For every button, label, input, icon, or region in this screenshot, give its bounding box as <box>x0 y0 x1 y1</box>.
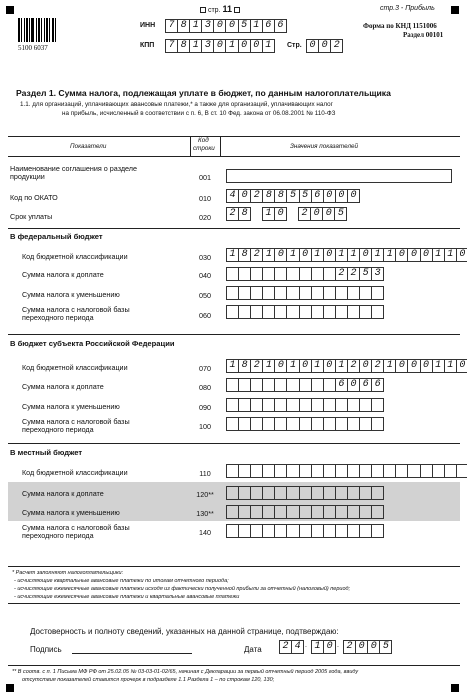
digit-cell[interactable]: 1 <box>444 248 457 262</box>
digit-cell[interactable]: 0 <box>323 359 336 373</box>
digit-cell[interactable]: 0 <box>225 19 238 33</box>
digit-cell[interactable]: 5 <box>359 267 372 281</box>
digit-cell[interactable]: 0 <box>456 359 467 373</box>
row-040-label: Сумма налога к доплате <box>22 270 104 279</box>
local-tax-payable-field[interactable] <box>226 486 383 500</box>
digit-cell[interactable]: 4 <box>226 189 239 203</box>
digit-cell[interactable]: 8 <box>274 189 287 203</box>
signature-label: Подпись <box>30 645 62 654</box>
local-transition-field[interactable] <box>226 524 383 538</box>
digit-cell[interactable]: 1 <box>432 248 445 262</box>
federal-title: В федеральный бюджет <box>10 232 103 241</box>
digit-cell[interactable]: 0 <box>395 248 408 262</box>
row-060-label-1: Сумма налога с налоговой базы <box>22 305 130 314</box>
local-tax-decrease-field[interactable] <box>226 505 383 519</box>
digit-cell[interactable]: 1 <box>262 39 275 53</box>
section-code: Раздел 00101 <box>403 31 444 39</box>
regional-tax-payable-field[interactable] <box>226 378 383 392</box>
digit-cell[interactable]: 0 <box>420 248 433 262</box>
digit-cell[interactable]: 0 <box>274 207 287 221</box>
regional-title: В бюджет субъекта Российской Федерации <box>10 339 175 348</box>
row-050-label: Сумма налога к уменьшению <box>22 290 120 299</box>
digit-cell[interactable]: 0 <box>213 39 226 53</box>
digit-cell[interactable]: 0 <box>323 189 336 203</box>
row-120-code: 120** <box>196 490 214 499</box>
digit-cell[interactable]: 5 <box>299 189 312 203</box>
digit-cell[interactable]: 5 <box>238 19 251 33</box>
corner-marker-tl <box>6 6 14 14</box>
digit-cell[interactable]: 8 <box>262 189 275 203</box>
row-080-label: Сумма налога к доплате <box>22 382 104 391</box>
digit-cell[interactable] <box>456 464 467 478</box>
kpp-label: КПП <box>140 42 155 49</box>
digit-cell[interactable]: 2 <box>250 189 263 203</box>
digit-cell[interactable]: 0 <box>318 39 331 53</box>
confirm-text: Достоверность и полноту сведений, указанных на данной странице, подтверждаю: <box>30 627 339 636</box>
digit-cell[interactable]: 1 <box>225 39 238 53</box>
footnote-2: отсутствия показателей ставится прочерк в подразделе 1.1 Раздела 1 – по строкам 120, 130; <box>22 677 275 683</box>
digit-cell[interactable]: 8 <box>238 359 251 373</box>
digit-cell[interactable]: 3 <box>201 39 214 53</box>
digit-cell[interactable] <box>371 286 384 300</box>
corner-marker-tr <box>451 6 459 14</box>
sign-year-field[interactable] <box>343 640 391 654</box>
federal-tax-payable-field[interactable] <box>226 267 383 281</box>
digit-cell[interactable]: 6 <box>371 378 384 392</box>
kpp-field[interactable] <box>165 39 274 53</box>
row-110-code: 110 <box>199 469 211 478</box>
local-title: В местный бюджет <box>10 448 83 457</box>
digit-cell[interactable]: 1 <box>311 359 324 373</box>
corner-marker-br <box>451 684 459 692</box>
row-030-label: Код бюджетной классификации <box>22 252 128 261</box>
digit-cell[interactable]: 0 <box>238 39 251 53</box>
row-140-label-2: переходного периода <box>22 531 94 540</box>
digit-cell[interactable]: 3 <box>201 19 214 33</box>
row-110-label: Код бюджетной классификации <box>22 468 128 477</box>
date-label: Дата <box>244 645 262 654</box>
row-090-code: 090 <box>199 403 211 412</box>
digit-cell[interactable]: 6 <box>274 19 287 33</box>
digit-cell[interactable]: 1 <box>189 19 202 33</box>
checkbox-icon <box>234 7 240 13</box>
digit-cell[interactable]: 1 <box>335 359 348 373</box>
digit-cell[interactable]: 2 <box>371 359 384 373</box>
digit-cell[interactable]: 0 <box>306 39 319 53</box>
row-030-code: 030 <box>199 253 211 262</box>
row-100-label-2: переходного периода <box>22 425 94 434</box>
digit-cell[interactable]: 1 <box>371 248 384 262</box>
digit-cell[interactable]: 0 <box>323 248 336 262</box>
row-140-label-1: Сумма налога с налоговой базы <box>22 523 130 532</box>
digit-cell[interactable]: 1 <box>262 207 275 221</box>
digit-cell[interactable]: 1 <box>286 248 299 262</box>
row-001-field[interactable] <box>226 169 452 183</box>
section-subtitle-2: на прибыль, исчисленный в соответствии с п. 6, В ст. 10 Фед. закона от 06.08.2001 № 110-ФЗ <box>62 110 336 117</box>
digit-cell[interactable]: 0 <box>213 19 226 33</box>
row-120-label: Сумма налога к доплате <box>22 489 104 498</box>
digit-cell[interactable]: 6 <box>311 189 324 203</box>
digit-cell[interactable]: 0 <box>347 189 360 203</box>
digit-cell[interactable]: 0 <box>299 248 312 262</box>
digit-cell[interactable]: 1 <box>189 39 202 53</box>
row-130-label: Сумма налога к уменьшению <box>22 508 120 517</box>
row-001-code: 001 <box>199 173 211 182</box>
row-060-code: 060 <box>199 311 211 320</box>
digit-cell[interactable]: 0 <box>359 248 372 262</box>
digit-cell[interactable] <box>371 486 384 500</box>
page-number: стр. 11 <box>200 4 240 14</box>
row-140-code: 140 <box>199 528 211 537</box>
kbk-local-field[interactable] <box>226 464 467 478</box>
inn-label: ИНН <box>140 22 156 29</box>
digit-cell[interactable]: 0 <box>274 248 287 262</box>
checkbox-icon <box>200 7 206 13</box>
row-090-label: Сумма налога к уменьшению <box>22 402 120 411</box>
digit-cell[interactable]: 1 <box>262 359 275 373</box>
row-020-label: Срок уплаты <box>10 212 53 221</box>
digit-cell[interactable]: 0 <box>367 640 380 654</box>
str-label: Стр. <box>287 42 302 49</box>
row-020-code: 020 <box>199 213 211 222</box>
inn-field[interactable] <box>165 19 286 33</box>
digit-cell[interactable] <box>371 505 384 519</box>
digit-cell[interactable]: 7 <box>165 19 178 33</box>
digit-cell[interactable]: 0 <box>238 189 251 203</box>
digit-cell[interactable]: 0 <box>407 248 420 262</box>
digit-cell[interactable]: 0 <box>322 207 335 221</box>
header-code-2: строки <box>193 145 215 152</box>
barcode-number: 5100 6037 <box>18 44 48 52</box>
digit-cell[interactable]: 8 <box>238 207 251 221</box>
form-label: Форма по КНД 1151006 <box>363 22 437 30</box>
digit-cell[interactable]: 0 <box>250 39 263 53</box>
digit-cell[interactable]: 0 <box>323 640 336 654</box>
digit-cell[interactable]: 0 <box>407 359 420 373</box>
digit-cell[interactable]: 2 <box>250 359 263 373</box>
digit-cell[interactable]: 2 <box>330 39 343 53</box>
digit-cell[interactable]: 0 <box>299 359 312 373</box>
regional-tax-decrease-field[interactable] <box>226 398 383 412</box>
digit-cell[interactable]: 3 <box>371 267 384 281</box>
due-month-field[interactable] <box>262 207 286 221</box>
digit-cell[interactable]: 1 <box>383 359 396 373</box>
digit-cell[interactable]: 2 <box>335 267 348 281</box>
row-130-code: 130** <box>196 509 214 518</box>
digit-cell[interactable]: 2 <box>347 267 360 281</box>
sheet-label: стр.3 - Прибыль <box>380 5 435 12</box>
digit-cell[interactable]: 1 <box>250 19 263 33</box>
digit-cell[interactable]: 6 <box>335 378 348 392</box>
str-field[interactable] <box>306 39 342 53</box>
digit-cell[interactable]: 0 <box>274 359 287 373</box>
digit-cell[interactable]: 7 <box>165 39 178 53</box>
digit-cell[interactable]: 1 <box>444 359 457 373</box>
note-1: - исчисляющие квартальные авансовые платежи по итогам отчетного периода; <box>14 578 229 584</box>
digit-cell[interactable]: 6 <box>359 378 372 392</box>
digit-cell[interactable]: 0 <box>335 189 348 203</box>
digit-cell[interactable]: 1 <box>311 640 324 654</box>
note-3: - исчисляющие ежемесячные авансовые платежи и квартальные авансовые платежи <box>14 594 240 600</box>
section-title: Раздел 1. Сумма налога, подлежащая уплате в бюджет, по данным налогоплательщика <box>16 88 391 98</box>
federal-transition-field[interactable] <box>226 305 383 319</box>
digit-cell[interactable]: 1 <box>262 248 275 262</box>
digit-cell[interactable]: 1 <box>383 248 396 262</box>
okato-field[interactable] <box>226 189 359 203</box>
header-values: Значения показателей <box>290 143 359 150</box>
federal-tax-decrease-field[interactable] <box>226 286 383 300</box>
digit-cell[interactable]: 0 <box>420 359 433 373</box>
row-010-code: 010 <box>199 194 211 203</box>
digit-cell[interactable]: 8 <box>177 19 190 33</box>
digit-cell[interactable]: 1 <box>432 359 445 373</box>
due-day-field[interactable] <box>226 207 250 221</box>
digit-cell[interactable] <box>371 417 384 431</box>
row-070-label: Код бюджетной классификации <box>22 363 128 372</box>
digit-cell[interactable]: 2 <box>347 359 360 373</box>
digit-cell[interactable]: 0 <box>347 378 360 392</box>
row-040-code: 040 <box>199 271 211 280</box>
digit-cell[interactable]: 0 <box>395 359 408 373</box>
row-100-label-1: Сумма налога с налоговой базы <box>22 417 130 426</box>
digit-cell[interactable] <box>371 398 384 412</box>
corner-marker-bl <box>6 684 14 692</box>
digit-cell[interactable]: 5 <box>379 640 392 654</box>
digit-cell[interactable]: 4 <box>291 640 304 654</box>
regional-transition-field[interactable] <box>226 417 383 431</box>
digit-cell[interactable]: 6 <box>262 19 275 33</box>
digit-cell[interactable]: 0 <box>359 359 372 373</box>
digit-cell[interactable]: 0 <box>310 207 323 221</box>
digit-cell[interactable]: 1 <box>335 248 348 262</box>
row-010-label: Код по ОКАТО <box>10 193 58 202</box>
digit-cell[interactable]: 2 <box>250 248 263 262</box>
note-2: - исчисляющие ежемесячные авансовые платежи исходя из фактически полученной прибыли за отчетный (налоговый) период; <box>14 586 351 592</box>
digit-cell[interactable]: 2 <box>298 207 311 221</box>
digit-cell[interactable]: 5 <box>286 189 299 203</box>
digit-cell[interactable]: 0 <box>355 640 368 654</box>
row-001-label-1: Наименование соглашения о разделе <box>10 164 137 173</box>
digit-cell[interactable]: 5 <box>334 207 347 221</box>
digit-cell[interactable]: 8 <box>177 39 190 53</box>
row-070-code: 070 <box>199 364 211 373</box>
section-subtitle-1: 1.1. для организаций, уплачивающих авансовые платежи,* а также для организаций, уплачивающих налог <box>20 101 333 108</box>
digit-cell[interactable]: 1 <box>286 359 299 373</box>
row-100-code: 100 <box>199 422 211 431</box>
signature-line[interactable] <box>72 653 192 654</box>
header-code-1: Код <box>198 137 209 144</box>
sign-day-field[interactable] <box>279 640 303 654</box>
digit-cell[interactable] <box>371 305 384 319</box>
footnote-1: ** В соотв. с п. 1 Письма МФ РФ от 25.02.05 № 03-03-01-02/65, начиная с Декларации за первый отчетный период 2005 года, ввиду <box>12 669 359 675</box>
digit-cell[interactable]: 1 <box>226 248 239 262</box>
sign-month-field[interactable] <box>311 640 335 654</box>
digit-cell[interactable]: 2 <box>343 640 356 654</box>
digit-cell[interactable]: 1 <box>226 359 239 373</box>
row-060-label-2: переходного периода <box>22 313 94 322</box>
digit-cell[interactable]: 2 <box>279 640 292 654</box>
due-year-field[interactable] <box>298 207 346 221</box>
row-080-code: 080 <box>199 383 211 392</box>
kbk-federal-field[interactable] <box>226 248 467 262</box>
digit-cell[interactable] <box>371 524 384 538</box>
digit-cell[interactable]: 1 <box>347 248 360 262</box>
note-0: * Расчет заполняют налогоплательщики: <box>12 570 124 576</box>
row-050-code: 050 <box>199 291 211 300</box>
row-001-label-2: продукции <box>10 172 45 181</box>
digit-cell[interactable]: 1 <box>311 248 324 262</box>
digit-cell[interactable]: 8 <box>238 248 251 262</box>
kbk-regional-field[interactable] <box>226 359 467 373</box>
header-indicators: Показатели <box>70 143 107 150</box>
digit-cell[interactable]: 2 <box>226 207 239 221</box>
barcode <box>18 18 58 42</box>
digit-cell[interactable]: 0 <box>456 248 467 262</box>
